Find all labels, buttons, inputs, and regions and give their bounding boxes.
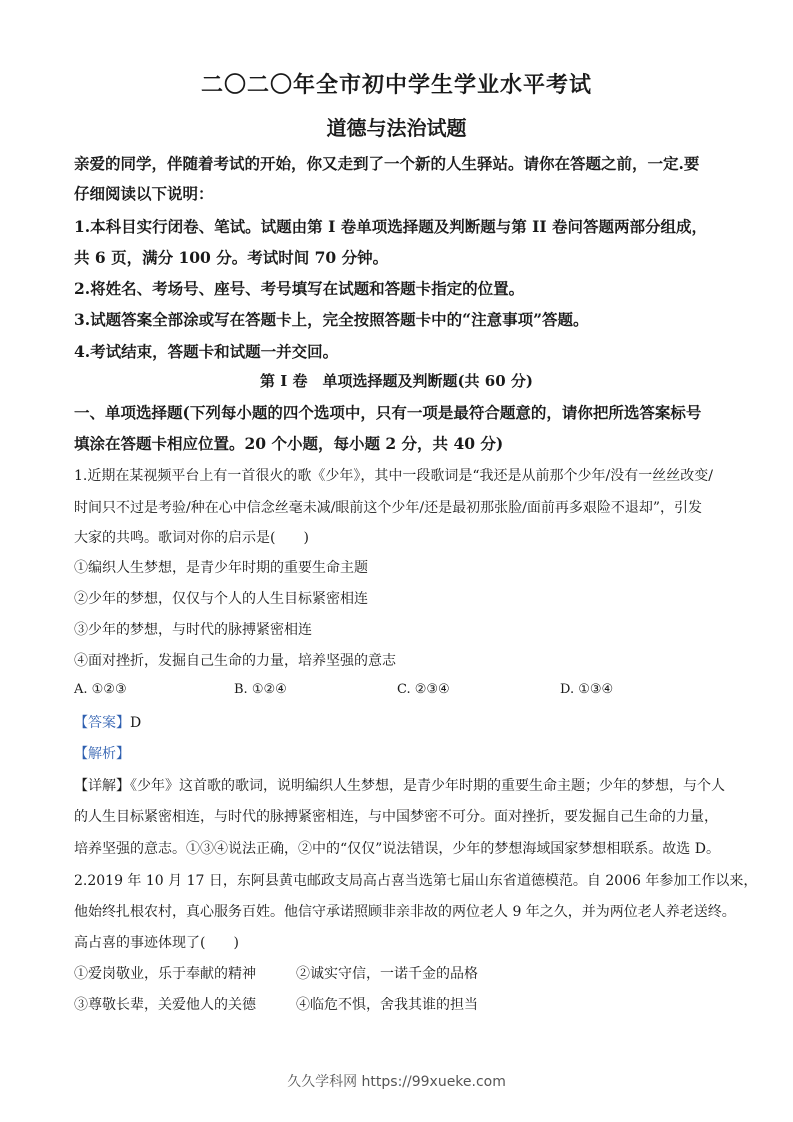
instruction-3: 3.试题答案全部涂或写在答题卡上，完全按照答题卡中的“注意事项”答题。: [74, 310, 589, 329]
instruction-4: 4.考试结束，答题卡和试题一并交回。: [74, 342, 339, 361]
answer-value: D: [130, 715, 142, 731]
q2-statement-4: ④临危不惧，舍我其谁的担当: [296, 997, 478, 1013]
q1-statement-4: ④面对挫折，发掘自己生命的力量，培养坚强的意志: [74, 653, 396, 669]
q1-option-b: B. ①②④: [234, 682, 287, 697]
answer-tag: 【答案】: [74, 715, 130, 731]
footer-watermark: 久久学科网 https://99xueke.com: [287, 1074, 506, 1090]
instruction-1-line-1: 1.本科目实行闭卷、笔试。试题由第 I 卷单项选择题及判断题与第 II 卷问答题两部分组成，: [74, 217, 708, 236]
q1-answer: [74, 712, 141, 732]
q1-option-a: A. ①②③: [74, 682, 127, 697]
q1-detail-line-1: 【详解】《少年》这首歌的歌词，说明编织人生梦想，是青少年时期的重要生命主题；少年的梦想，与个人: [74, 778, 725, 794]
q2-statement-1: ①爱岗敬业，乐于奉献的精神: [74, 966, 256, 982]
intro-line-1: 亲爱的同学，伴随着考试的开始，你又走到了一个新的人生驿站。请你在答题之前，一定.要: [74, 154, 700, 173]
q2-stem-line-3: 高占喜的事迹体现了( ): [74, 935, 239, 951]
q1-stem-line-1: 1.近期在某视频平台上有一首很火的歌《少年》，其中一段歌词是“我还是从前那个少年/没有一丝丝改变/: [74, 468, 713, 484]
part-heading-line-2: 填涂在答题卡相应位置。20 个小题，每小题 2 分，共 40 分): [74, 434, 504, 453]
q1-stem-line-2: 时间只不过是考验/种在心中信念丝毫未减/眼前这个少年/还是最初那张脸/面前再多艰险不退却”，引发: [74, 500, 703, 516]
q2-statement-2: ②诚实守信，一诺千金的品格: [296, 966, 478, 982]
q1-detail-line-3: 培养坚强的意志。①③④说法正确，②中的“仅仅”说法错误，少年的梦想海域国家梦想相联系。故选 D。: [74, 841, 720, 857]
q1-statement-2: ②少年的梦想，仅仅与个人的人生目标紧密相连: [74, 591, 368, 607]
q1-stem-line-3: 大家的共鸣。歌词对你的启示是( ): [74, 530, 309, 546]
part-heading-line-1: 一、单项选择题(下列每小题的四个选项中，只有一项是最符合题意的，请你把所选答案标号: [74, 403, 702, 422]
analysis-tag: 【解析】: [74, 746, 130, 762]
q2-statement-3: ③尊敬长辈，关爱他人的关德: [74, 997, 256, 1013]
q1-statement-1: ①编织人生梦想，是青少年时期的重要生命主题: [74, 560, 368, 576]
q1-statement-3: ③少年的梦想，与时代的脉搏紧密相连: [74, 622, 312, 638]
q1-options: [74, 682, 724, 702]
instruction-1-line-2: 共 6 页，满分 100 分。考试时间 70 分钟。: [74, 248, 389, 267]
q2-stem-line-2: 他始终扎根农村，真心服务百姓。他信守承诺照顾非亲非故的两位老人 9 年之久，并为两位老人养老送终。: [74, 904, 736, 920]
exam-subtitle: 道德与法治试题: [326, 116, 467, 140]
section-heading: 第 I 卷 单项选择题及判断题(共 60 分): [260, 372, 533, 390]
q1-option-d: D. ①③④: [560, 682, 614, 697]
q2-stem-line-1: 2.2019 年 10 月 17 日，东阿县黄屯邮政支局高占喜当选第七届山东省道德模范。自 2006 年参加工作以来，: [74, 873, 758, 889]
q1-detail-line-2: 的人生目标紧密相连，与时代的脉搏紧密相连，与中国梦密不可分。面对挫折，要发掘自己生命的力量，: [74, 809, 718, 825]
instruction-2: 2.将姓名、考场号、座号、考号填写在试题和答题卡指定的位置。: [74, 279, 525, 298]
exam-title: 二〇二〇年全市初中学生学业水平考试: [200, 72, 592, 98]
q1-option-c: C. ②③④: [397, 682, 450, 697]
intro-line-2: 仔细阅读以下说明：: [74, 184, 214, 203]
